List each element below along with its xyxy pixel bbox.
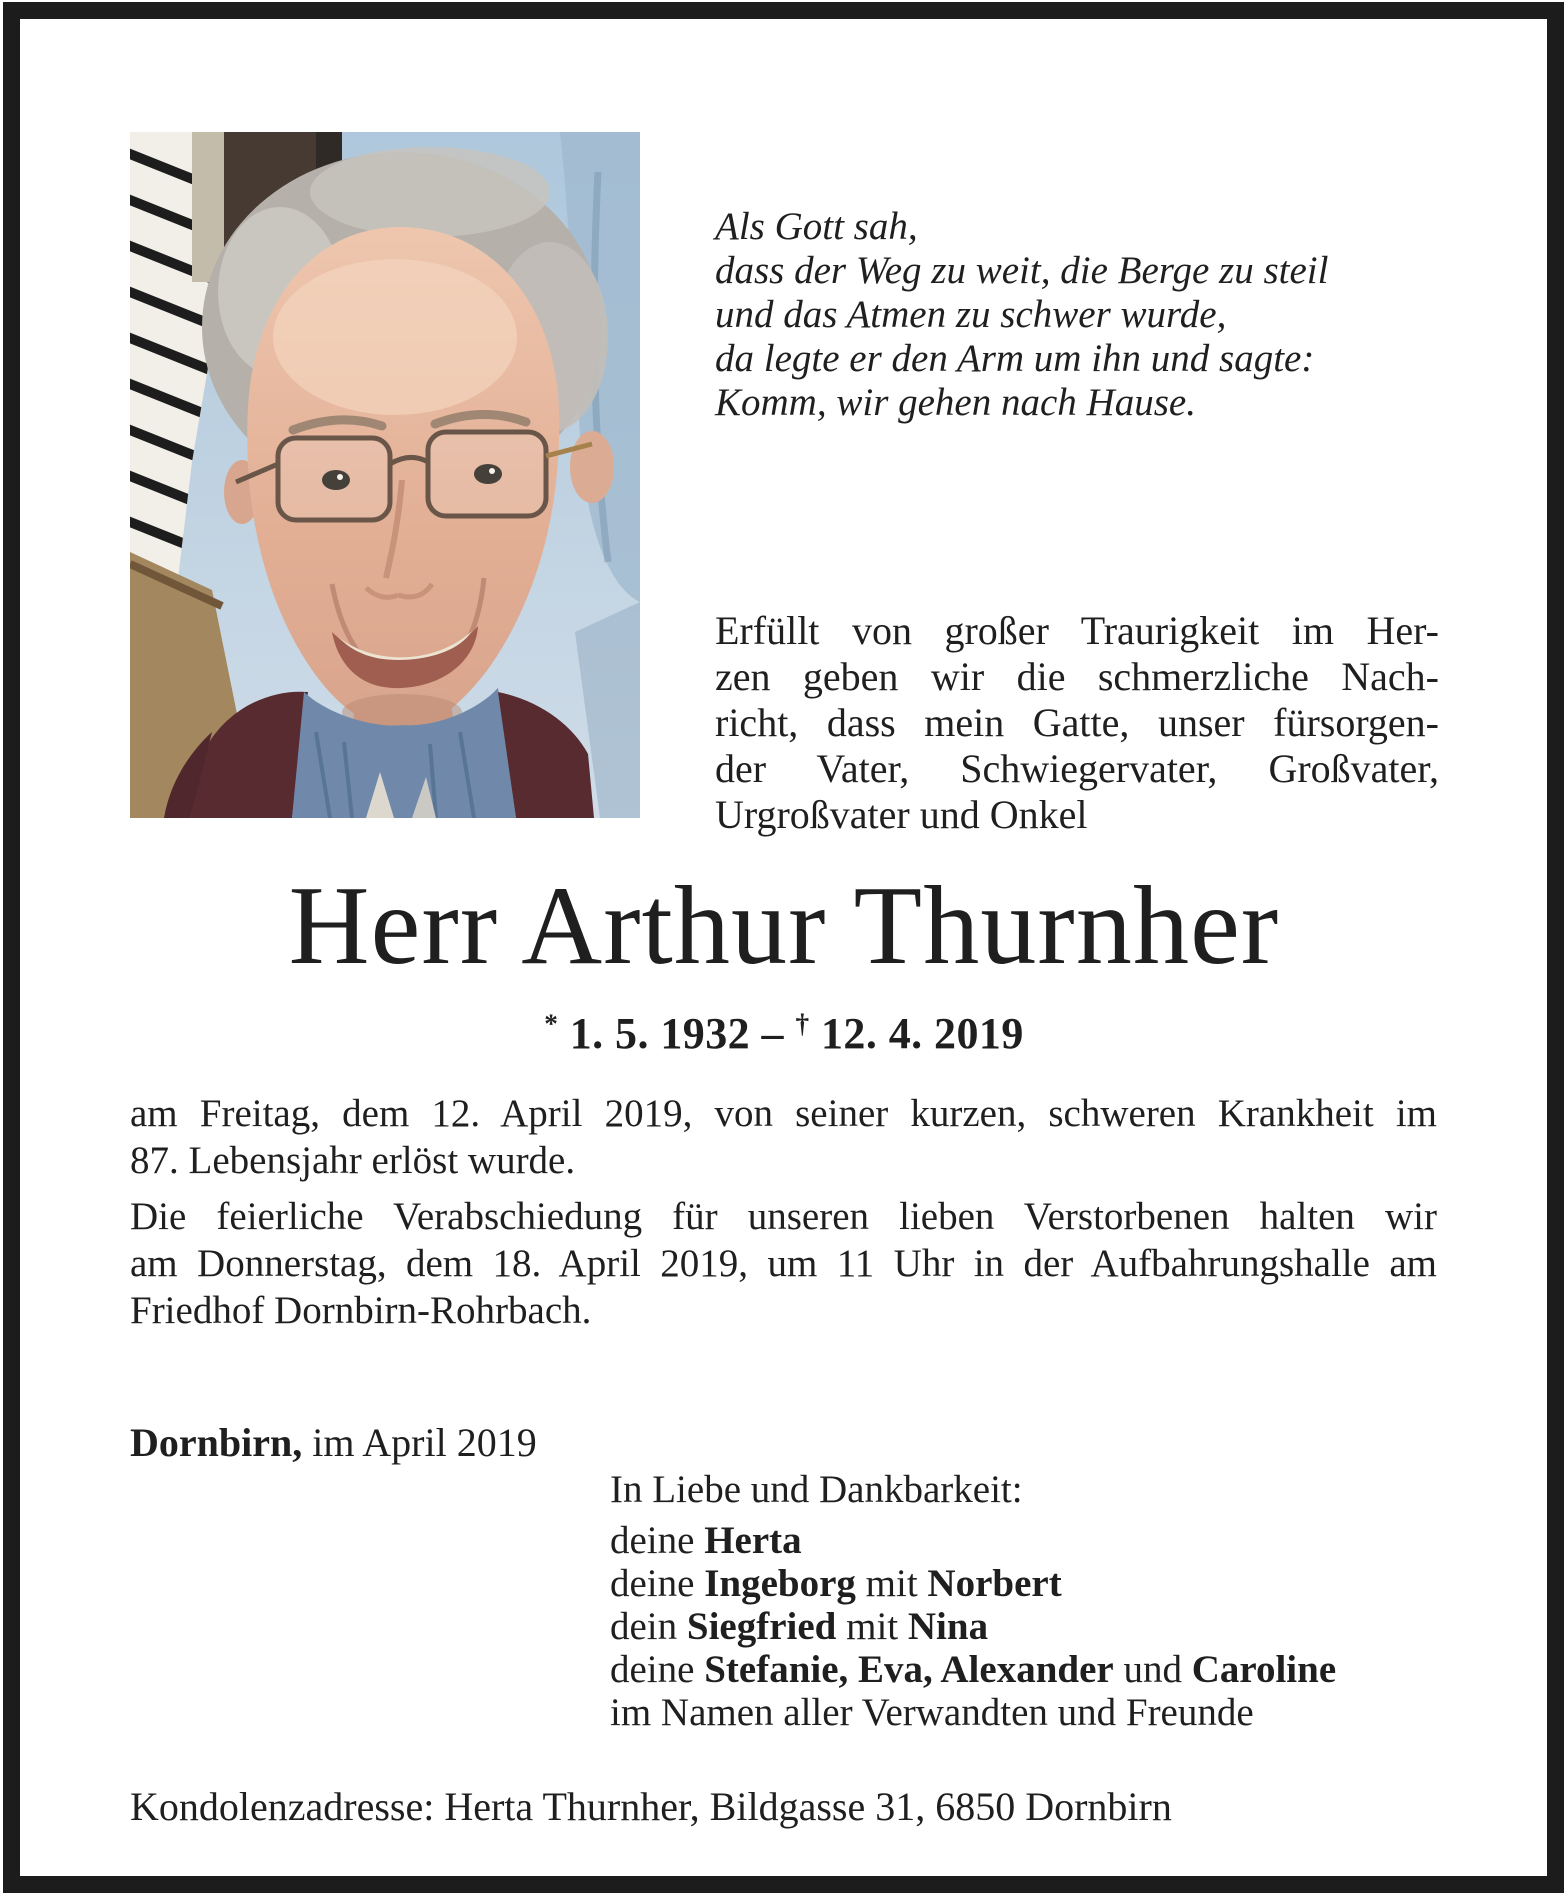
family-names: deine Herta deine Ingeborg mit Norbert dein Siegfried mit Nina deine Stefanie, Eva, Alexander und Caroline im Namen aller Verwandten und Freunde (610, 1519, 1337, 1734)
poem: Als Gott sah, dass der Weg zu weit, die Berge zu steil und das Atmen zu schwer wurde, da legte er den Arm um ihn und sagte: Komm, wir gehen nach Hause. (715, 205, 1329, 424)
condolence-address: Kondolenzadresse: Herta Thurnher, Bildgasse 31, 6850 Dornbirn (130, 1784, 1172, 1829)
deceased-name: Herr Arthur Thurnher (288, 864, 1280, 988)
announcement-intro: Erfüllt von großer Traurigkeit im Her- zen geben wir die schmerzliche Nach- richt, dass mein Gatte, unser fürsorgen- der Vater, Schwiegervater, Großvater, Urgroßvater und Onkel (715, 608, 1439, 837)
thanks-header: In Liebe und Dankbarkeit: (610, 1468, 1023, 1511)
portrait-photo (130, 132, 640, 818)
family-block (610, 1468, 1440, 1734)
place-date-line: Dornbirn, im April 2019 (130, 1420, 537, 1465)
funeral-paragraph: Die feierliche Verabschiedung für unseren lieben Verstorbenen halten wir am Donnerstag, dem 18. April 2019, um 11 Uhr in der Aufbahrungshalle am Friedhof Dornbirn-Rohrbach. (130, 1195, 1437, 1332)
life-dates: * 1. 5. 1932 – † 12. 4. 2019 (544, 1008, 1024, 1058)
portrait-photo-illustration (130, 132, 640, 818)
death-paragraph: am Freitag, dem 12. April 2019, von seiner kurzen, schweren Krankheit im 87. Lebensjahr erlöst wurde. (130, 1092, 1437, 1182)
